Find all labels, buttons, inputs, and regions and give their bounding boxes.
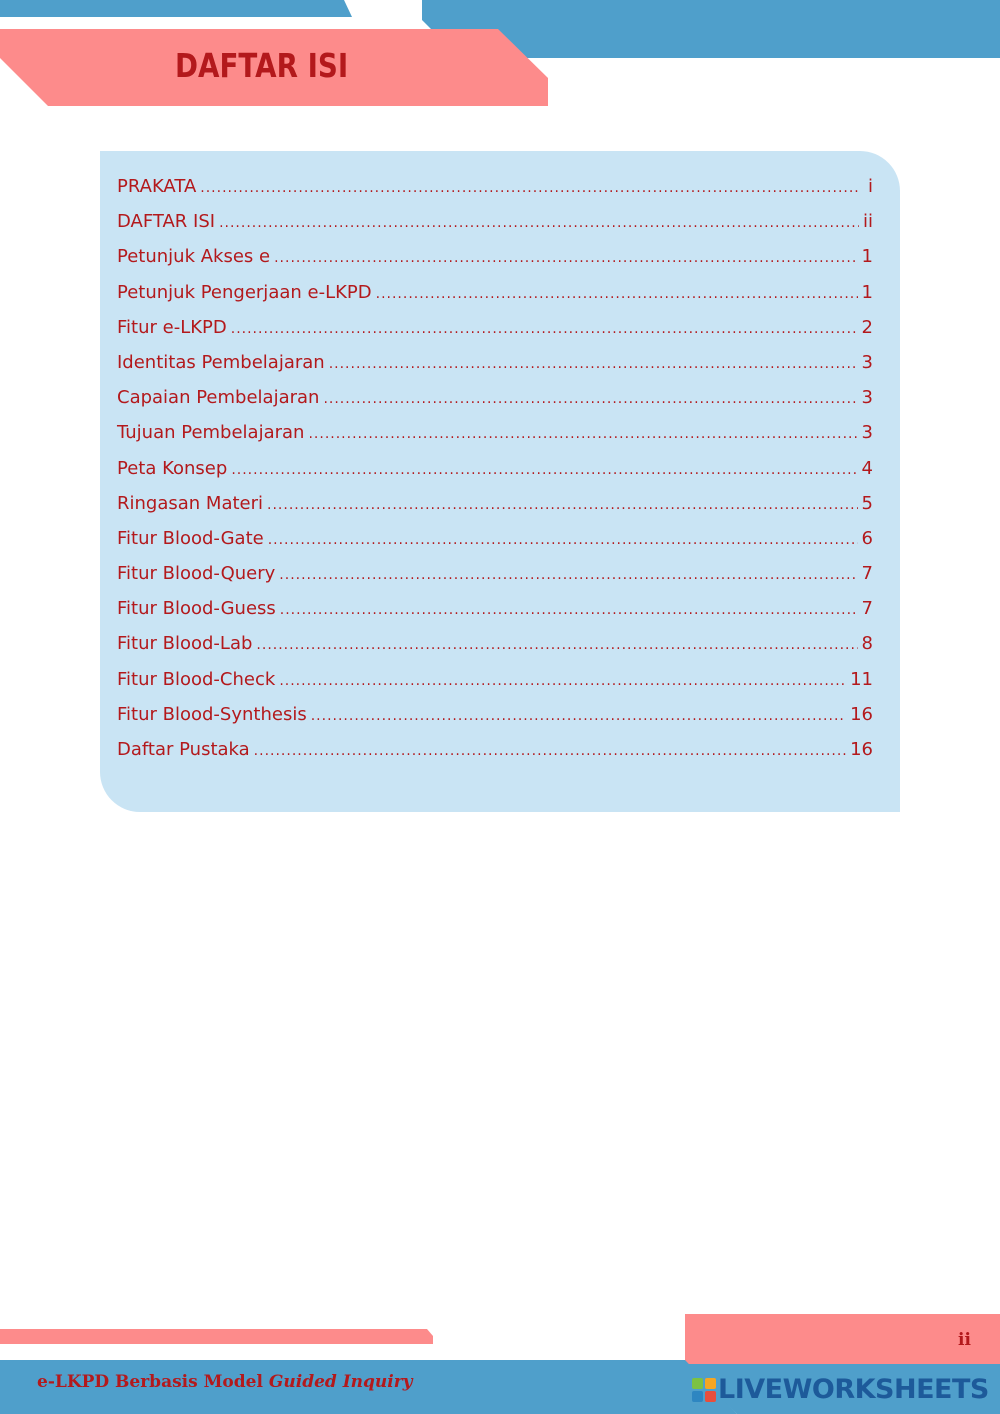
toc-item-title: DAFTAR ISI [117,211,216,233]
toc-item[interactable] [117,493,873,528]
toc-item-title: Petunjuk Pengerjaan e-LKPD [117,281,372,303]
toc-item-page: 11 [850,668,873,690]
toc-item-page: ii [862,211,873,233]
toc-list [117,176,873,774]
toc-item-page: 8 [861,633,873,655]
toc-item-page: 7 [861,598,873,620]
toc-item-title: Fitur Blood-Gate [117,527,264,549]
toc-leader-dots [323,391,857,407]
toc-leader-dots [256,637,857,653]
toc-item-title: PRAKATA [117,176,197,197]
toc-item[interactable] [117,176,873,211]
liveworksheets-brand-text: LIVEWORKSHEETS [718,1374,989,1405]
toc-item-page: 6 [861,527,873,549]
toc-item-title: Fitur Blood-Synthesis [117,703,307,725]
liveworksheets-logo-icon [692,1378,716,1402]
toc-item-title: Identitas Pembelajaran [117,351,325,373]
toc-item[interactable] [117,563,873,598]
page-number: ii [958,1330,971,1350]
toc-item-title: Petunjuk Akses e [117,246,271,268]
toc-item-page: 2 [861,316,873,338]
toc-item-title: Fitur e-LKPD [117,316,227,338]
toc-leader-dots [329,356,858,372]
toc-item-page: 16 [850,703,873,725]
toc-item-title: Capaian Pembelajaran [117,387,320,409]
toc-leader-dots [308,426,857,442]
toc-leader-dots [200,180,859,196]
header-decoration [0,0,1000,120]
toc-item-page: i [867,176,873,197]
toc-item-title: Peta Konsep [117,457,228,479]
toc-item[interactable] [117,246,873,281]
toc-item-page: 3 [861,422,873,444]
toc-leader-dots [280,602,858,618]
toc-item[interactable] [117,317,873,352]
toc-item[interactable] [117,387,873,422]
toc-leader-dots [231,462,857,478]
toc-leader-dots [311,708,846,724]
toc-item-page: 5 [861,492,873,514]
toc-leader-dots [279,673,846,689]
footer-text [37,1372,413,1392]
toc-item[interactable] [117,739,873,774]
toc-item-title: Fitur Blood-Query [117,563,276,585]
toc-item-page: 3 [861,387,873,409]
toc-item[interactable] [117,352,873,387]
toc-leader-dots [268,532,858,548]
toc-item-title: Ringasan Materi [117,492,264,514]
liveworksheets-logo[interactable] [692,1374,989,1405]
toc-item-page: 3 [861,351,873,373]
page-title: DAFTAR ISI [175,46,349,85]
toc-leader-dots [231,321,858,337]
toc-item-title: Daftar Pustaka [117,739,250,760]
toc-item-title: Fitur Blood-Guess [117,598,276,620]
toc-item[interactable] [117,211,873,246]
toc-item[interactable] [117,458,873,493]
toc-item[interactable] [117,704,873,739]
toc-item-title: Fitur Blood-Lab [117,633,253,655]
toc-item-page: 4 [861,457,873,479]
toc-item-title: Tujuan Pembelajaran [117,422,305,444]
footer-text-prefix: e-LKPD Berbasis Model [37,1372,263,1392]
toc-item-page: 1 [861,281,873,303]
toc-item-page: 7 [861,563,873,585]
toc-leader-dots [279,567,857,583]
toc-item-title: Fitur Blood-Check [117,668,276,690]
toc-item[interactable] [117,633,873,668]
toc-leader-dots [274,250,857,266]
toc-item[interactable] [117,282,873,317]
toc-leader-dots [376,286,858,302]
toc-item-page: 1 [861,246,873,268]
toc-item[interactable] [117,528,873,563]
toc-leader-dots [254,743,846,759]
toc-item[interactable] [117,598,873,633]
toc-item-page: 16 [850,739,873,760]
toc-leader-dots [267,497,858,513]
toc-item[interactable] [117,669,873,704]
footer-text-italic: Guided Inquiry [268,1372,413,1392]
toc-leader-dots [219,215,859,231]
toc-item[interactable] [117,422,873,457]
